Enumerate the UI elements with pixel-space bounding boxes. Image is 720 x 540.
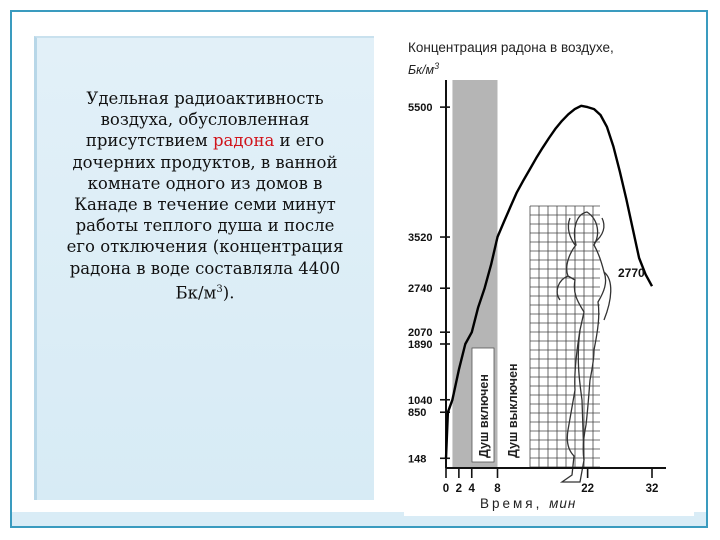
chart-svg <box>404 30 694 516</box>
description-part-2: и его дочерних продуктов, в ванной комнате одного из домов в Канаде в течение семи минут работы теплого душа и после его отключения (концентрация радона в воде составляла 4400 Бк/м <box>66 131 344 303</box>
shower-off-label: Душ выключен <box>506 363 520 458</box>
y-axis-label-text: Бк/м <box>408 63 435 77</box>
x-tick-label: 8 <box>494 483 501 495</box>
x-axis-label-unit: мин <box>549 496 577 511</box>
y-tick-label: 3520 <box>408 232 433 245</box>
radon-highlight: радона <box>212 131 275 151</box>
radon-chart <box>404 30 694 516</box>
shower-off-label-group <box>501 330 523 462</box>
y-tick-label: 2070 <box>408 327 433 340</box>
y-tick-label: 1890 <box>408 338 433 351</box>
description-text <box>60 88 350 304</box>
description-part-3: ). <box>222 283 235 303</box>
y-axis-label-sup: 3 <box>434 61 440 71</box>
shower-on-label-group <box>472 348 494 462</box>
x-tick-label: 22 <box>581 483 595 495</box>
y-axis-label <box>408 61 439 77</box>
x-tick-label: 4 <box>468 483 475 495</box>
x-axis-label <box>480 496 576 511</box>
grid-layer <box>530 206 600 468</box>
x-tick-label: 2 <box>455 483 463 495</box>
chart-title: Концентрация радона в воздухе, <box>408 40 614 55</box>
end-value-label: 2770 <box>618 266 645 280</box>
y-tick-label: 148 <box>408 453 427 466</box>
y-tick-label: 2740 <box>408 283 433 296</box>
unit-superscript: 3 <box>216 283 223 295</box>
y-tick-label: 5500 <box>408 102 433 115</box>
y-tick-label: 1040 <box>408 394 433 407</box>
x-axis-label-text: Время, <box>480 496 550 511</box>
x-tick-label: 32 <box>645 483 659 495</box>
x-tick-label: 0 <box>442 483 450 495</box>
y-tick-label: 850 <box>408 407 427 420</box>
description-part-1: Удельная радиоактивность воздуха, обусловленная присутствием <box>85 89 324 151</box>
shower-on-label: Душ включен <box>477 374 491 458</box>
